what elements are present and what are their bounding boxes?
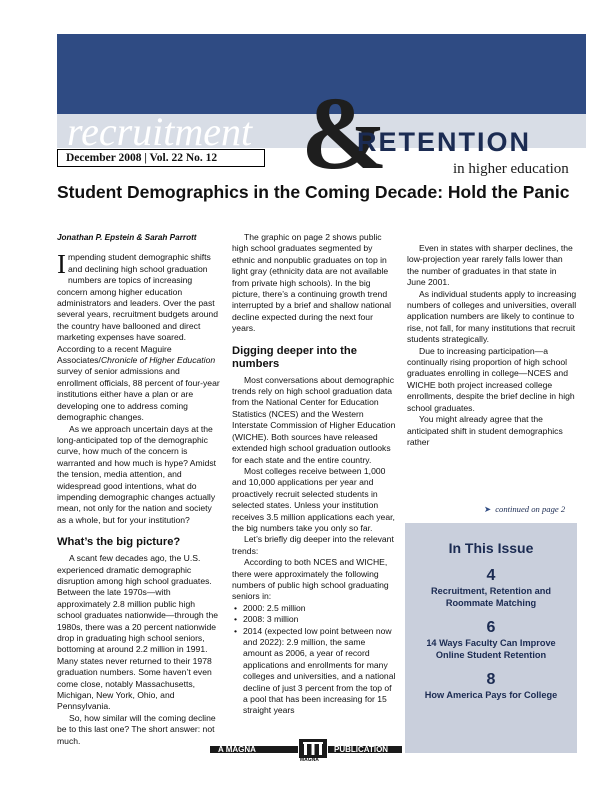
drop-cap: I (57, 249, 66, 280)
masthead-title-retention: RETENTION (357, 127, 532, 157)
article-column-3 (407, 232, 577, 448)
article-paragraph: A scant few decades ago, the U.S. experienced dramatic demographic disruption among high school graduates. Between the late 1970s—with approximately 2.8 million public high school graduates nationwide—through the 1980s, there was a 20 percent nationwide drop in graduating high school seniors, bottoming at around 2.2 million in 1991. Many states never returned to their 1978 graduation numbers. Some haven’t even come close, notably Massachusetts, Michigan, New York, Ohio, and Pennsylvania. (57, 553, 219, 712)
issue-date-volume: December 2008 | Vol. 22 No. 12 (57, 149, 265, 167)
article-column-2 (232, 232, 396, 717)
article-paragraph: You might already agree that the anticipated shift in student demographics rather (407, 414, 563, 447)
footer-text-left: A MAGNA (218, 745, 256, 754)
bullet-list (232, 603, 396, 717)
continued-link[interactable]: ➤ continued on page 2 (484, 504, 566, 514)
article-paragraph: As individual students apply to increasing numbers of colleges and universities, overall application numbers are likely to continue to rise, not fall, for many institutions that recruit students strategically. (407, 288, 577, 345)
masthead-ampersand: & (301, 76, 388, 191)
article-paragraph: Impending student demographic shifts and declining high school graduation numbers are topics of increasing concern among higher education administrators and leaders. Over the past several years, recruitment budgets around the country have ballooned and direct marketing expenses have soared. According to a recent Maguire Associates/Chronicle of Higher Education survey of senior admissions and enrollment officials, 88 percent of four-year institutions either have a plan or are developing one to address coming demographic changes. (57, 249, 220, 423)
article-paragraph: Most colleges receive between 1,000 and 10,000 applications per year and proactively recruit selected students in selected states. Unless your institution receives 3.5 million applications each year, the big numbers take you only so far. (232, 465, 395, 533)
issue-item-title: 14 Ways Faculty Can Improve Online Student Retention (426, 638, 556, 660)
footer-text-right: PUBLICATION (334, 745, 389, 754)
issue-item-page: 6 (486, 619, 496, 636)
footer-logo-word: MAGNA (300, 757, 319, 763)
article-paragraph: According to both NCES and WICHE, there were approximately the following numbers of public high school graduating seniors in: (232, 557, 389, 602)
magna-logo-icon (298, 738, 328, 759)
issue-item[interactable] (405, 567, 577, 609)
article-paragraph: As we approach uncertain days at the long-anticipated top of the demographic curve, how much of the concern is warranted and how much is hype? Amidst the tension, media attention, and widespread good intentions, what do impending demographic changes actually mean, not only for the nation and society as a whole, but for your institution? (57, 423, 217, 525)
issue-item[interactable] (405, 619, 577, 661)
section-heading-digging-deeper: Digging deeper into the numbers (232, 344, 357, 370)
publisher-footer (210, 742, 402, 762)
list-item: • 2008: 3 million (243, 614, 396, 625)
issue-item-title: How America Pays for College (424, 690, 558, 700)
article-headline: Student Demographics in the Coming Decade: Hold the Panic (57, 182, 570, 202)
article-paragraph: Due to increasing participation—a continually rising proportion of high school graduates enrolling in college—NCES and WICHE both project increased college enrollments, despite the brief decline in high school graduates. (407, 345, 575, 413)
issue-item[interactable] (405, 671, 577, 701)
issue-item-title: Recruitment, Retention and Roommate Matching (431, 586, 551, 608)
article-paragraph: So, how similar will the coming decline be to this last one? The short answer: not much. (57, 712, 216, 746)
issue-item-page: 4 (486, 567, 496, 584)
masthead-subtitle: in higher education (453, 161, 569, 177)
article-paragraph: Let’s briefly dig deeper into the relevant trends: (232, 534, 394, 556)
article-byline: Jonathan P. Epstein & Sarah Parrott (57, 233, 197, 242)
section-heading-big-picture: What’s the big picture? (57, 536, 181, 549)
list-item: • 2000: 2.5 million (243, 603, 396, 614)
article-paragraph: Most conversations about demographic trends rely on high school graduation data from the National Center for Education Statistics (NCES) and the Western Interstate Commission of Higher Education (WICHE). Both sources have released extended high school graduation outlooks for each state and the entire country. (232, 374, 396, 465)
in-this-issue-box (405, 523, 577, 753)
article-column-1 (57, 232, 221, 747)
in-this-issue-title: In This Issue (448, 540, 534, 556)
article-paragraph: Even in states with sharper declines, the low-projection year rarely falls lower than the number of graduates in that state in June 2001. (407, 243, 573, 288)
arrow-right-icon: ➤ (484, 504, 492, 514)
article-paragraph: The graphic on page 2 shows public high school graduates segmented by ethnic and nonpublic graduates on top in light gray (ethnicity data are not available from private high schools). In the big picture, there’s a continuing growth trend interrupted by a brief and shallow national decline expected during the next four years. (232, 232, 392, 334)
masthead-title-recruitment: recruitment (67, 109, 253, 154)
list-item: • 2014 (expected low point between now and 2022): 2.9 million, the same amount as 2006, a year of record applications and enrollments for many colleges and universities, and a national decline of just 3 percent from the top of a pool that has been increasing for 15 straight years (243, 626, 396, 717)
issue-item-page: 8 (486, 671, 496, 688)
